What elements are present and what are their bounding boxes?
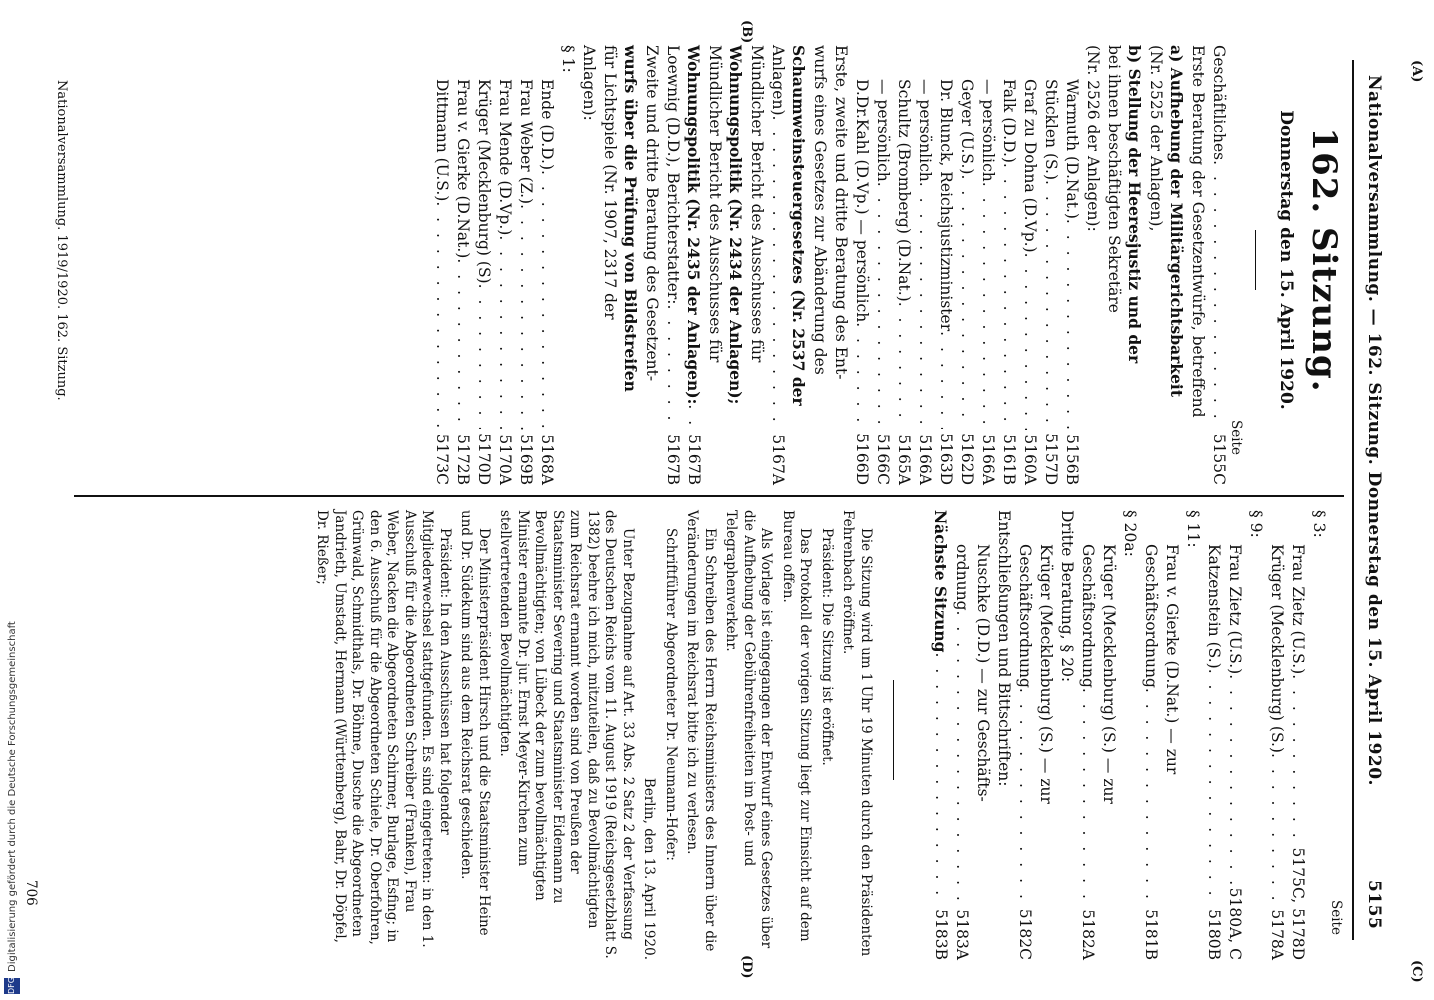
toc-entry bbox=[1019, 45, 1040, 485]
toc-leader-dots bbox=[1208, 160, 1229, 430]
toc-entry-text: Falk (D.D.) bbox=[1000, 79, 1018, 163]
toc-page-ref: 5160A bbox=[1021, 434, 1039, 485]
toc-entry bbox=[1266, 510, 1287, 960]
toc-entry bbox=[830, 45, 851, 485]
toc-page-ref: 5183A bbox=[953, 909, 971, 960]
toc-page-ref: 5157D bbox=[1042, 433, 1060, 485]
toc-entry bbox=[536, 45, 557, 485]
toc-entry bbox=[1208, 45, 1229, 485]
toc-entry-text: Krüger (Mecklenburg) (S.) bbox=[1268, 544, 1286, 753]
toc-entry-text: Loewnig (D.D.), Berichterstatter: bbox=[664, 45, 682, 305]
body-paragraph: Präsident: Die Sitzung ist eröffnet. bbox=[819, 528, 835, 766]
toc-entry bbox=[1119, 510, 1140, 960]
toc-entry bbox=[1124, 45, 1145, 485]
toc-entry bbox=[1056, 510, 1077, 960]
toc-leader-dots bbox=[515, 204, 536, 430]
toc-entry bbox=[1187, 45, 1208, 485]
toc-entry bbox=[473, 45, 494, 485]
toc-entry-text: Dritte Beratung, § 20: bbox=[1058, 510, 1076, 683]
toc-entry-text: Zweite und dritte Beratung des Gesetzent- bbox=[643, 45, 661, 382]
toc-entry bbox=[788, 45, 809, 485]
funding-note bbox=[4, 621, 20, 994]
toc-entry bbox=[431, 45, 452, 485]
toc-page-ref: 5175C, 5178D bbox=[1289, 847, 1307, 960]
toc-entry bbox=[1224, 510, 1245, 960]
toc-leader-dots bbox=[1287, 674, 1308, 843]
toc-page-ref: 5180A, C bbox=[1226, 887, 1244, 960]
body-paragraph: Das Protokoll der vorigen Sitzung liegt zur Einsicht auf dem Bureau offen. bbox=[780, 510, 814, 942]
seite-label-right: Seite bbox=[1328, 900, 1344, 935]
toc-entry-text: Krüger (Mecklenburg) (S.) — zur bbox=[1100, 544, 1118, 804]
toc-page-ref: 5172B bbox=[454, 434, 472, 485]
toc-entry bbox=[1161, 510, 1182, 960]
toc-entry bbox=[599, 45, 620, 485]
toc-page-ref: 5182C bbox=[1016, 908, 1034, 960]
toc-entry-text: Ende (D.D.) bbox=[538, 79, 556, 171]
toc-entry bbox=[993, 510, 1014, 960]
toc-entry bbox=[662, 45, 683, 485]
body-paragraph: Präsident: In den Ausschüssen hat folgender Mitgliederwechsel stattgefunden. Es sind eingetreten: in den 1. Ausschuß für die Abgeordneten Schreiber (Franken), Frau Weber, Nacken die Abgeordneten Schirmer, Burlage, Esfing; in den 6. Ausschuß für die Abgeordneten Schiele, Dr. Oberfohren, Grünwald, Schmidthals, Dr. Böhme, Dusche die Abgeordneten Jandrieth, Umstadt, Hermann (Württemberg), Bahr, Dr. Döpfel, Dr. Rießer; bbox=[314, 510, 453, 948]
toc-entry bbox=[515, 45, 536, 485]
toc-entry bbox=[1077, 510, 1098, 960]
toc-entry bbox=[809, 45, 830, 485]
toc-entry bbox=[641, 45, 662, 485]
toc-entry bbox=[972, 510, 993, 960]
toc-page-ref: 5161B bbox=[1000, 434, 1018, 485]
toc-leader-dots bbox=[452, 258, 473, 430]
toc-entry-text: wurfs eines Gesetzes zur Abänderung des bbox=[811, 45, 829, 375]
toc-entry bbox=[452, 45, 473, 485]
toc-leader-dots bbox=[431, 201, 452, 429]
toc-entry bbox=[1040, 45, 1061, 485]
toc-entry bbox=[1098, 510, 1119, 960]
toc-entry-text: Geschäftsordnung bbox=[1142, 544, 1160, 688]
toc-entry-text: Frau v. Gierke (D.Nat.) bbox=[454, 79, 472, 259]
toc-page-ref: 5170D bbox=[475, 433, 493, 485]
body-paragraph: Der Ministerpräsident Hirsch und die Staatsminister Heine und Dr. Südekum sind aus dem Reichsrat geschieden. bbox=[458, 510, 492, 936]
toc-leader-dots bbox=[998, 163, 1019, 430]
body-paragraph: Schriftführer Abgeordneter Dr. Neumann-Hofer: bbox=[663, 528, 679, 861]
toc-entry-text: Krüger (Mecklenburg) (S.) — zur bbox=[1037, 544, 1055, 804]
toc-page-ref: 5162D bbox=[958, 433, 976, 485]
left-toc bbox=[431, 45, 1229, 485]
toc-entry bbox=[746, 45, 767, 485]
toc-leader-dots bbox=[956, 174, 977, 429]
page-foot-number: 706 bbox=[23, 880, 39, 906]
toc-entry-text: ordnung bbox=[953, 544, 971, 611]
toc-entry bbox=[1245, 510, 1266, 960]
toc-entry-text: Krüger (Mecklenburg) (S) bbox=[475, 79, 493, 284]
toc-entry-text: § 20a: bbox=[1121, 510, 1139, 557]
toc-leader-dots bbox=[893, 302, 914, 431]
toc-leader-dots bbox=[1019, 253, 1040, 431]
toc-leader-dots bbox=[1266, 753, 1287, 905]
toc-entry-text: Anlagen): bbox=[580, 45, 598, 121]
toc-entry-text: Entschließungen und Bittschriften: bbox=[995, 510, 1013, 787]
toc-entry-text: § 11: bbox=[1184, 510, 1202, 548]
toc-entry-text: für Lichtspiele (Nr. 1907, 2317 der bbox=[601, 45, 619, 320]
toc-entry-text: (Nr. 2525 der Anlagen), bbox=[1147, 45, 1165, 232]
toc-leader-dots bbox=[935, 331, 956, 429]
toc-entry-text: wurfs über die Prüfung von Bildstreifen bbox=[621, 45, 640, 392]
toc-leader-dots bbox=[473, 284, 494, 430]
toc-leader-dots bbox=[914, 182, 935, 431]
toc-leader-dots bbox=[767, 116, 788, 431]
toc-leader-dots bbox=[851, 322, 872, 429]
toc-leader-dots bbox=[662, 305, 683, 431]
toc-entry-text: — persönlich bbox=[979, 79, 997, 182]
toc-entry bbox=[930, 510, 951, 960]
column-divider bbox=[74, 495, 1344, 497]
toc-entry-text: Geschäftsordnung bbox=[1079, 544, 1097, 688]
toc-leader-dots bbox=[494, 235, 515, 430]
toc-page-ref: 5155C bbox=[1210, 433, 1228, 485]
toc-entry-text: Frau v. Gierke (D.Nat.) — zur bbox=[1163, 544, 1181, 775]
toc-page-ref: 5166A bbox=[916, 434, 934, 485]
margin-marker-a: (A) bbox=[1409, 60, 1424, 83]
toc-page-ref: 5165A bbox=[895, 434, 913, 485]
body-paragraph: Unter Bezugnahme auf Art. 33 Abs. 2 Satz 2 der Verfassung des Deutschen Reichs vom 11. August 1919 (Reichsgesetzblatt S. 1382) beehre ich mich, mitzuteilen, daß zu Bevollmächtigten zum Reichsrat ernannt worden sind von Preußen der Staatsminister Severing und Staatsminister Eidemann zu Bevollmächtigten; von Lübeck der zum bevollmächtigten Minister ernannte Dr. jur. Ernst Meyer-Kirchen zum stellvertretenden Bevollmächtigten. bbox=[497, 510, 636, 959]
toc-entry-text: Frau Zietz (U.S.) bbox=[1289, 544, 1307, 675]
toc-entry-text: Graf zu Dohna (D.Vp.) bbox=[1021, 79, 1039, 253]
toc-entry-text: Schultz (Bromberg) (D.Nat.) bbox=[895, 79, 913, 302]
left-footer: Nationalversammlung. 1919/1920. 162. Sitzung. bbox=[54, 80, 69, 401]
toc-entry-text: Frau Weber (Z.) bbox=[517, 79, 535, 205]
toc-entry bbox=[1103, 45, 1124, 485]
toc-entry bbox=[1014, 510, 1035, 960]
toc-entry-text: bei ihnen beschäftigten Sekretäre bbox=[1105, 45, 1123, 313]
toc-entry bbox=[1145, 45, 1166, 485]
running-head: Nationalversammlung. — 162. Sitzung. Donnerstag den 15. April 1920. bbox=[1364, 75, 1384, 786]
toc-entry bbox=[872, 45, 893, 485]
toc-entry-text: Wohnungspolitik (Nr. 2435 der Anlagen): bbox=[684, 45, 703, 405]
toc-entry bbox=[1203, 510, 1224, 960]
toc-page-ref: 5156B bbox=[1063, 434, 1081, 485]
seite-label-left: Seite bbox=[1228, 420, 1244, 455]
margin-marker-c: (C) bbox=[1409, 960, 1424, 983]
toc-entry-text: (Nr. 2526 der Anlagen): bbox=[1084, 45, 1102, 232]
toc-entry-text: — persönlich bbox=[916, 79, 934, 182]
toc-entry-text: Nächste Sitzung bbox=[931, 510, 950, 653]
toc-entry bbox=[893, 45, 914, 485]
toc-page-ref: 5182A bbox=[1079, 909, 1097, 960]
toc-leader-dots bbox=[930, 652, 951, 905]
toc-entry-text: Anlagen) bbox=[769, 45, 787, 116]
toc-entry bbox=[1166, 45, 1187, 485]
toc-entry bbox=[620, 45, 641, 485]
toc-leader-dots bbox=[1040, 180, 1061, 429]
toc-page-ref: 5167B bbox=[664, 434, 682, 485]
body-paragraph: Die Sitzung wird um 1 Uhr 19 Minuten durch den Präsidenten Fehrenbach eröffnet. bbox=[840, 510, 874, 957]
toc-leader-dots bbox=[1077, 688, 1098, 905]
toc-entry-text: Geschäftsordnung bbox=[1016, 544, 1034, 688]
toc-entry bbox=[1287, 510, 1308, 960]
funding-text: Digitalisierung gefördert durch die Deutsche Forschungsgemeinschaft bbox=[7, 621, 18, 972]
toc-entry-text: Schaumweinsteuergesetzes (Nr. 2537 der bbox=[789, 45, 808, 406]
toc-page-ref: 5167B bbox=[685, 434, 703, 485]
toc-entry bbox=[914, 45, 935, 485]
toc-entry-text: Mündlicher Bericht des Ausschusses für bbox=[706, 45, 724, 363]
toc-leader-dots bbox=[536, 170, 557, 430]
toc-page-ref: 5167A bbox=[769, 434, 787, 485]
toc-entry bbox=[1035, 510, 1056, 960]
toc-page-ref: 5166D bbox=[853, 433, 871, 485]
toc-entry-text: Katzenstein (S.) bbox=[1205, 544, 1223, 669]
toc-entry bbox=[683, 45, 704, 485]
toc-entry-text: § 9: bbox=[1247, 510, 1265, 538]
toc-end-rule bbox=[893, 680, 894, 780]
right-toc bbox=[930, 510, 1329, 960]
margin-marker-b: (B) bbox=[739, 20, 754, 44]
toc-leader-dots bbox=[1203, 669, 1224, 905]
toc-leader-dots bbox=[683, 404, 704, 430]
toc-entry bbox=[951, 510, 972, 960]
header-rule bbox=[1352, 60, 1354, 940]
toc-page-ref: 5180B bbox=[1205, 909, 1223, 960]
toc-entry bbox=[557, 45, 578, 485]
margin-marker-d: (D) bbox=[739, 955, 754, 979]
toc-entry-text: Dittmann (U.S.) bbox=[433, 79, 451, 202]
toc-entry bbox=[767, 45, 788, 485]
toc-entry-text: a) Aufhebung der Militärgerichtsbarkeit bbox=[1167, 45, 1186, 397]
toc-page-ref: 5181B bbox=[1142, 909, 1160, 960]
toc-entry-text: Warmuth (D.Nat.) bbox=[1063, 79, 1081, 219]
toc-page-ref: 5173C bbox=[433, 433, 451, 485]
title-rule bbox=[1255, 230, 1256, 290]
toc-page-ref: 5166A bbox=[979, 434, 997, 485]
toc-entry bbox=[1182, 510, 1203, 960]
session-date: Donnerstag den 15. April 1920. bbox=[1276, 110, 1296, 410]
toc-entry-text: Wohnungspolitik (Nr. 2434 der Anlagen); bbox=[726, 45, 745, 405]
page-number: 5155 bbox=[1364, 880, 1384, 930]
body-paragraph: Berlin, den 13. April 1920. bbox=[641, 777, 658, 960]
toc-leader-dots bbox=[1061, 219, 1082, 430]
toc-entry-text: D.Dr.Kahl (D.Vp.) — persönlich bbox=[853, 79, 871, 323]
toc-entry-text: Erste Beratung der Gesetzentwürfe, betreffend bbox=[1189, 45, 1207, 418]
toc-entry-text: b) Stellung der Heeresjustiz und der bbox=[1125, 45, 1144, 364]
body-paragraph: Ein Schreiben des Herrn Reichsministers des Innern über die Veränderungen im Reichsrat bitte ich zu verlesen. bbox=[684, 510, 718, 952]
toc-entry-text: Stücklen (S.) bbox=[1042, 79, 1060, 181]
body-paragraph: Als Vorlage ist eingegangen der Entwurf eines Gesetzes über die Aufhebung der Gebührenfreiheiten im Post- und Telegraphenverkehr. bbox=[723, 510, 775, 949]
toc-entry bbox=[851, 45, 872, 485]
toc-entry-text: Frau Mende (D.Vp.) bbox=[496, 79, 514, 236]
toc-page-ref: 5183B bbox=[932, 909, 950, 960]
toc-leader-dots bbox=[1140, 688, 1161, 905]
toc-entry-text: § 3: bbox=[1310, 510, 1328, 538]
toc-entry bbox=[1308, 510, 1329, 960]
toc-page-ref: 5168A bbox=[538, 434, 556, 485]
toc-entry-text: — persönlich bbox=[874, 79, 892, 182]
dfg-logo: DFG bbox=[4, 978, 20, 994]
toc-entry-text: Erste, zweite und dritte Beratung des Ent- bbox=[832, 45, 850, 380]
toc-entry-text: Nuschke (D.D.) — zur Geschäfts- bbox=[974, 544, 992, 802]
toc-entry bbox=[725, 45, 746, 485]
toc-entry bbox=[578, 45, 599, 485]
toc-leader-dots bbox=[951, 611, 972, 906]
session-title: 162. Sitzung. bbox=[1304, 127, 1344, 393]
toc-entry bbox=[704, 45, 725, 485]
toc-entry bbox=[977, 45, 998, 485]
toc-entry bbox=[935, 45, 956, 485]
toc-page-ref: 5178A bbox=[1268, 909, 1286, 960]
toc-entry bbox=[1140, 510, 1161, 960]
toc-leader-dots bbox=[872, 182, 893, 430]
toc-page-ref: 5163D bbox=[937, 433, 955, 485]
toc-entry-text: § 1: bbox=[559, 45, 577, 73]
toc-leader-dots bbox=[977, 182, 998, 431]
toc-entry-text: Geschäftliches bbox=[1210, 45, 1228, 161]
toc-leader-dots bbox=[1014, 688, 1035, 905]
toc-entry-text: Dr. Blunck, Reichsjustizminister bbox=[937, 79, 955, 332]
toc-entry bbox=[1082, 45, 1103, 485]
toc-entry-text: Frau Zietz (U.S.) bbox=[1226, 544, 1244, 675]
toc-page-ref: 5169B bbox=[517, 434, 535, 485]
toc-leader-dots bbox=[1224, 674, 1245, 883]
toc-entry bbox=[998, 45, 1019, 485]
toc-entry bbox=[956, 45, 977, 485]
toc-page-ref: 5170A bbox=[496, 434, 514, 485]
toc-entry-text: Mündlicher Bericht des Ausschusses für bbox=[748, 45, 766, 363]
toc-entry-text: Geyer (U.S.) bbox=[958, 79, 976, 175]
session-body bbox=[309, 510, 874, 960]
toc-page-ref: 5166C bbox=[874, 433, 892, 485]
toc-entry bbox=[494, 45, 515, 485]
toc-entry bbox=[1061, 45, 1082, 485]
